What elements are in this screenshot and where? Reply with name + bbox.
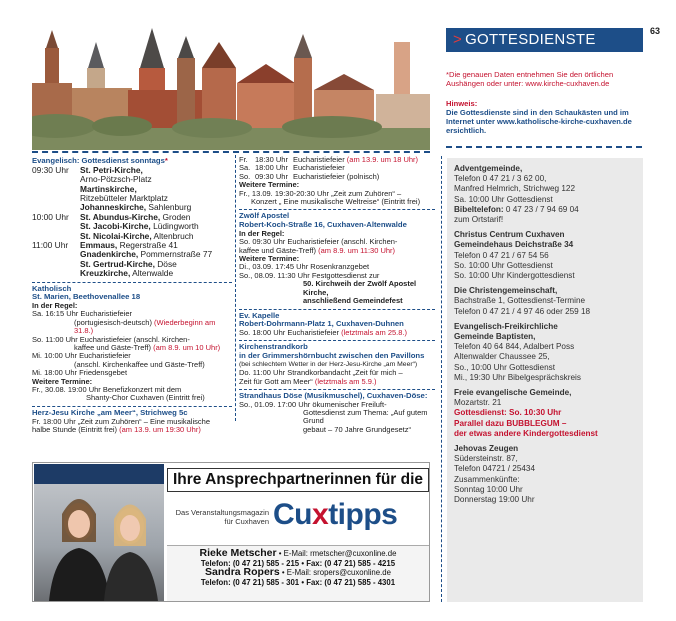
divider — [239, 309, 435, 310]
service-line: Sa. 18:00 Uhr Eucharistiefeier — [239, 163, 345, 173]
church-group: Christus Centrum Cuxhaven Gemeindehaus Deichstraße 34 Telefon 0 47 21 / 67 54 56 So. 10:00 Uhr Gottesdienst So. 10:00 Uhr Kindergottesdienst — [454, 230, 575, 281]
section-title-katholisch: Katholisch — [32, 283, 72, 293]
church-entry: St. Petri-Kirche, — [80, 164, 143, 175]
advertisement — [32, 462, 430, 602]
group-jehovas-zeugen: Jehovas Zeugen Südersteinstr. 87, Telefon 04721 / 25434 Zusammenkünfte: Sonntag 10:00 Uhr Donnerstag 19:00 Uhr — [454, 444, 536, 505]
column-evangelisch-katholisch — [32, 157, 232, 434]
zwoelf-line: anschließend Gemeindefest — [303, 296, 403, 306]
service-slot — [32, 241, 232, 279]
strand-line: Zeit für Gott am Meer“ (letztmals am 5.9.) — [239, 376, 377, 386]
zwoelf-line: kaffee und Gäste-Treff) (am 8.9. um 11:30 Uhr) — [239, 245, 396, 255]
contact-1-phone: Telefon: (0 47 21) 585 - 215 • Fax: (0 47 21) 585 - 4215 — [200, 558, 396, 568]
service-time: 11:00 Uhr — [32, 239, 69, 250]
herz-line: halbe Stunde (Eintritt frei) (am 13.9. um 19:30 Uhr) — [32, 424, 201, 434]
church-group: Adventgemeinde, Telefon 0 47 21 / 3 62 00, Manfred Helmrich, Strichweg 122 Sa. 10:00 Uhr Gottesdienst Bibeltelefon: 0 47 23 / 7 94 69 04 zum Ortstarif! — [454, 164, 579, 225]
weitere-line: Shanty-Chor Cuxhaven (Eintritt frei) — [86, 393, 205, 403]
contact-1: Rieke Metscher • E-Mail: rmetscher@cuxonline.de — [199, 547, 397, 559]
section-title-evangelisch: Evangelisch: Gottesdienst sonntags* — [32, 156, 168, 165]
service-line: Fr. 18:30 Uhr Eucharistiefeier (am 13.9. um 18 Uhr) — [239, 155, 419, 164]
dose-line: Gottesdienst zum Thema: „Auf gutem Grund — [303, 408, 428, 426]
church-entry: Emmaus, Regerstraße 41 — [80, 239, 178, 250]
regular-label: In der Regel: — [239, 228, 285, 238]
header-arrow: > — [453, 31, 463, 48]
zwoelf-line: 50. Kirchweih der Zwölf Apostel Kirche, — [303, 279, 417, 297]
column-katholisch-weitere — [239, 156, 435, 434]
subtitle-kirchenstrandkorb: in der Grimmershörnbucht zwischen den Pavillons — [239, 351, 425, 361]
info-notes — [446, 70, 652, 136]
church-address-zwoelf-apostel: Robert-Koch-Straße 16, Cuxhaven-Altenwalde — [239, 220, 407, 230]
service-slot — [32, 166, 232, 213]
church-title-herz-jesu: Herz-Jesu Kirche „am Meer“, Strichweg 5c — [32, 407, 188, 417]
church-entry: St. Gertrud-Kirche, Döse — [80, 258, 177, 269]
hint-title: Hinweis: — [446, 98, 478, 108]
marien-line: So. 11:00 Uhr Eucharistiefeier (anschl. Kirchen- — [32, 334, 190, 344]
church-title-zwoelf-apostel: Zwölf Apostel — [239, 211, 290, 221]
column-freikirchen — [447, 158, 643, 602]
divider — [32, 151, 430, 153]
weitere-line: Fr., 30.08. 19:00 Uhr Benefizkonzert mit dem — [32, 385, 182, 395]
two-women-illustration — [34, 464, 164, 601]
marien-line: kaffee und Gäste-Treff) (am 8.9. um 10 Uhr) — [74, 343, 221, 353]
divider — [239, 389, 435, 390]
service-line: So. 09:30 Uhr Eucharistiefeier (polnisch) — [239, 171, 380, 181]
service-time: 10:00 Uhr — [32, 211, 69, 222]
church-entry: Ritzebütteler Marktplatz — [80, 192, 168, 203]
contact-2: Sandra Ropers • E-Mail: sropers@cuxonline.de — [205, 566, 391, 579]
divider — [32, 282, 232, 283]
weitere-label: Weitere Termine: — [32, 376, 93, 386]
title-strandhaus-doese: Strandhaus Döse (Musikmuschel), Cuxhaven-Döse: — [239, 390, 428, 400]
note-dates: *Die genauen Daten entnehmen Sie den örtlichen Aushängen oder unter: www.kirche-cuxhaven.de — [446, 70, 614, 89]
church-buildings-illustration — [32, 28, 430, 150]
evangelisch-services — [32, 166, 232, 279]
title-kirchenstrandkorb: Kirchenstrandkorb — [239, 342, 308, 352]
church-entry: Kreuzkirche, Altenwalde — [80, 268, 174, 279]
section-title: GOTTESDIENSTE — [465, 31, 596, 48]
contact-2-phone: Telefon: (0 47 21) 585 - 301 • Fax: (0 47 21) 585 - 4301 — [200, 577, 396, 587]
strand-line: Do. 11:00 Uhr Strandkorbandacht „Zeit für mich – — [239, 368, 403, 378]
church-entry: St. Abundus-Kirche, Groden — [80, 211, 191, 222]
marien-line: (anschl. Kirchenkaffee und Gäste-Treff) — [74, 359, 205, 369]
weitere-line: Konzert „ Eine musikalische Weltreise“ (Eintritt frei) — [251, 197, 421, 207]
herz-line: Fr. 18:00 Uhr „Zeit zum Zuhören“ – Eine musikalische — [32, 416, 210, 426]
church-entry: St. Nicolai-Kirche, Altenbruch — [80, 230, 194, 241]
zwoelf-line: Di., 03.09. 17:45 Uhr Rosenkranzgebet — [239, 262, 370, 272]
church-entry: Arno-Pötzsch-Platz — [80, 174, 152, 185]
magazine-tagline: Das Veranstaltungsmagazin für Cuxhaven — [175, 508, 269, 526]
column-divider — [235, 155, 236, 421]
contact-box — [167, 545, 429, 601]
church-collage-image — [32, 28, 430, 150]
contacts-photo — [34, 464, 164, 601]
church-entry: Gnadenkirche, Pommernstraße 77 — [80, 249, 213, 260]
kapelle-line: So. 18:00 Uhr Eucharistiefeier (letztmals am 25.8.) — [239, 327, 407, 337]
weitere-line: Fr., 13.09. 19:30-20:30 Uhr „Zeit zum Zuhören“ – — [239, 188, 402, 198]
zwoelf-line: So. 09:30 Uhr Eucharistiefeier (anschl. Kirchen- — [239, 237, 398, 247]
church-entry: Johanneskirche, Sahlenburg — [80, 202, 192, 213]
cuxtipps-logo: Cuxtipps — [273, 498, 398, 531]
marien-line: Mi. 10:00 Uhr Eucharistiefeier — [32, 351, 131, 361]
zwoelf-line: So., 08.09. 11:30 Uhr Festgottesdienst zur — [239, 270, 380, 280]
hint-text: Die Gottesdienste sind in den Schaukästen und im Internet unter www.katholische-kirche-cuxhaven.de ersichtlich. — [446, 107, 632, 136]
church-address-ev-kapelle: Robert-Dohrmann-Platz 1, Cuxhaven-Duhnen — [239, 319, 404, 329]
section-header — [446, 28, 643, 52]
freikirchen-list — [454, 164, 637, 383]
church-title-st-marien: St. Marien, Beethovenallee 18 — [32, 292, 141, 302]
divider — [239, 209, 435, 210]
church-group: Die Christengemeinschaft, Bachstraße 1, Gottesdienst-Termine Telefon 0 47 21 / 4 97 46 oder 259 18 — [454, 286, 591, 316]
strand-note: (bei schlechtem Wetter in der Herz-Jesu-Kirche „am Meer“) — [239, 360, 418, 368]
divider — [32, 406, 232, 407]
divider — [446, 146, 642, 148]
service-time: 09:30 Uhr — [32, 164, 69, 175]
weitere-label: Weitere Termine: — [239, 254, 300, 264]
divider — [239, 340, 435, 341]
dose-line: gebaut – 70 Jahre Grundgesetz“ — [303, 424, 411, 434]
marien-line: Sa. 16:15 Uhr Eucharistiefeier — [32, 309, 133, 319]
church-group: Evangelisch-Freikirchliche Gemeinde Baptisten, Telefon 40 64 844, Adalbert Poss Altenwalder Chaussee 25, So., 10:00 Uhr Gottesdienst Mi., 19:30 Uhr Bibelgesprächskreis — [454, 321, 581, 382]
marien-line: Mi. 18:00 Uhr Friedensgebet — [32, 368, 128, 378]
regular-label: In der Regel: — [32, 300, 78, 310]
st-marien-cont — [239, 156, 435, 181]
marien-line: (portugiesisch-deutsch) (Wiederbeginn am 31.8.) — [74, 317, 216, 336]
church-entry: St. Jacobi-Kirche, Lüdingworth — [80, 221, 199, 232]
ad-title: Ihre Ansprechpartnerinnen für die — [167, 468, 429, 492]
service-slot — [32, 213, 232, 241]
weitere-label: Weitere Termine: — [239, 180, 300, 190]
page-number: 63 — [650, 26, 661, 36]
church-title-ev-kapelle: Ev. Kapelle — [239, 310, 280, 320]
group-freie-ev-gemeinde: Freie evangelische Gemeinde, Mozartstr. 21 Gottesdienst: So. 10:30 Uhr Parallel dazu BUBBLEGUM – der etwas andere Kindergottesdienst — [454, 388, 598, 438]
dose-line: So., 01.09. 17:00 Uhr ökumenischer Freiluft- — [239, 399, 387, 409]
column-divider — [441, 156, 442, 602]
church-entry: Martinskirche, — [80, 183, 137, 194]
